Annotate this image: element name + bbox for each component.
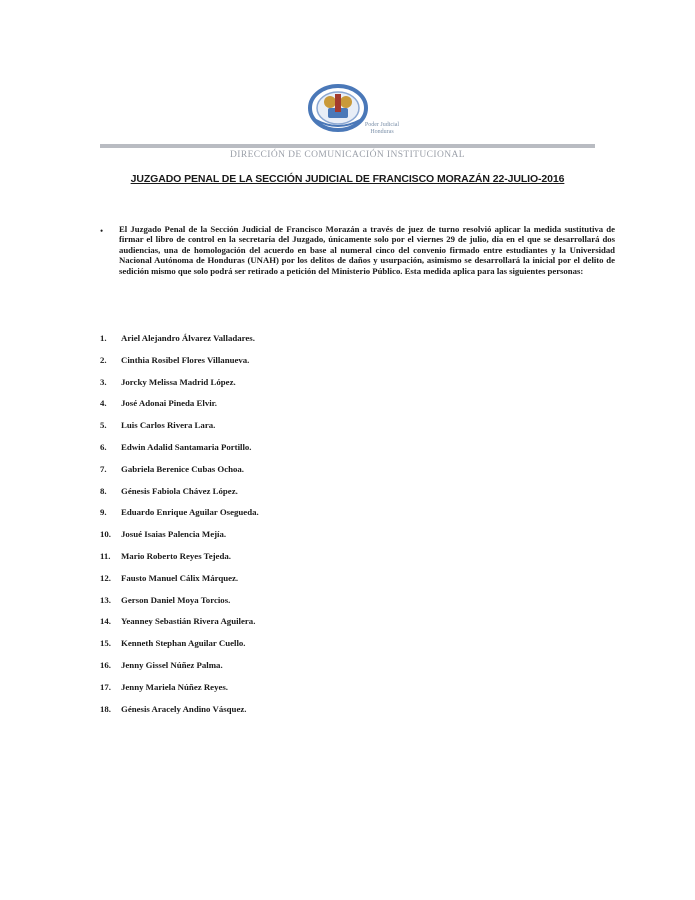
list-item-number: 13.	[100, 594, 111, 605]
list-item	[100, 398, 259, 420]
list-item-name: Edwin Adalid Santamaria Portillo.	[121, 441, 252, 452]
logo-line-1: Poder Judicial	[364, 122, 400, 128]
list-item	[100, 507, 259, 529]
list-item-number: 14.	[100, 616, 111, 627]
list-item-name: Fausto Manuel Cálix Márquez.	[121, 572, 239, 583]
bullet-icon: •	[100, 226, 104, 236]
list-item-name: Mario Roberto Reyes Tejeda.	[121, 550, 231, 561]
list-item-number: 3.	[100, 376, 107, 387]
list-item-name: Cinthia Rosibel Flores Villanueva.	[121, 354, 250, 365]
logo-line-2: Honduras	[370, 129, 394, 135]
list-item-number: 9.	[100, 507, 107, 518]
list-item	[100, 638, 259, 660]
list-item-name: Jenny Gissel Núñez Palma.	[121, 659, 223, 670]
list-item-name: Josué Isaias Palencia Mejía.	[121, 529, 227, 540]
intro-paragraph: El Juzgado Penal de la Sección Judicial de Francisco Morazán a través de juez de turno resolvió aplicar la medida sustitutiva de firmar el libro de control en la secretaría del Juzgado, únicamente solo por el viernes 29 de julio, día en el que se desarrollará dos audiencias, una de homologación del acuerdo en base al numeral cinco del convenio firmado entre estudiantes y la Universidad Nacional Autónoma de Honduras (UNAH) por los delitos de daños y usurpación, asimismo se desarrollará la inicial por el delito de sedición mismo que solo podrá ser retirado a petición del Ministerio Público. Esta medida aplica para las siguientes personas:	[119, 224, 615, 276]
list-item-number: 4.	[100, 398, 107, 409]
list-item-number: 6.	[100, 441, 107, 452]
logo-caption	[362, 122, 402, 136]
list-item-name: Ariel Alejandro Álvarez Valladares.	[121, 333, 255, 343]
list-item-name: Yeanney Sebastián Rivera Aguilera.	[121, 616, 256, 627]
list-item	[100, 616, 259, 638]
list-item-number: 15.	[100, 638, 111, 649]
list-item-name: Eduardo Enrique Aguilar Osegueda.	[121, 507, 259, 518]
list-item	[100, 486, 259, 508]
list-item-name: Jenny Mariela Núñez Reyes.	[121, 681, 229, 692]
people-list	[100, 333, 259, 725]
list-item	[100, 660, 259, 682]
department-title: DIRECCIÓN DE COMUNICACIÓN INSTITUCIONAL	[230, 150, 465, 160]
list-item-name: Luis Carlos Rivera Lara.	[121, 420, 216, 431]
list-item-number: 8.	[100, 485, 107, 496]
list-item	[100, 551, 259, 573]
list-item-name: Génesis Aracely Andino Vásquez.	[121, 703, 247, 714]
seal-icon	[306, 80, 370, 140]
list-item-number: 11.	[100, 550, 111, 561]
list-item	[100, 704, 259, 726]
list-item	[100, 420, 259, 442]
list-item-number: 7.	[100, 463, 107, 474]
list-item	[100, 333, 259, 355]
list-item-name: Gabriela Berenice Cubas Ochoa.	[121, 463, 244, 474]
list-item-number: 12.	[100, 572, 111, 583]
list-item	[100, 442, 259, 464]
list-item-number: 10.	[100, 529, 111, 540]
header-divider	[100, 144, 595, 148]
list-item-name: Gerson Daniel Moya Torcios.	[121, 594, 231, 605]
list-item-name: Kenneth Stephan Aguilar Cuello.	[121, 638, 246, 649]
list-item-name: Génesis Fabiola Chávez López.	[121, 485, 238, 496]
list-item	[100, 573, 259, 595]
list-item-number: 18.	[100, 703, 111, 714]
list-item-number: 17.	[100, 681, 111, 692]
document-title: JUZGADO PENAL DE LA SECCIÓN JUDICIAL DE FRANCISCO MORAZÁN 22-JULIO-2016	[130, 173, 565, 185]
list-item	[100, 355, 259, 377]
list-item-number: 16.	[100, 659, 111, 670]
poder-judicial-logo	[306, 80, 416, 140]
list-item	[100, 682, 259, 704]
list-item	[100, 529, 259, 551]
list-item	[100, 377, 259, 399]
list-item-name: José Adonai Pineda Elvir.	[121, 398, 217, 409]
list-item-number: 2.	[100, 354, 107, 365]
list-item	[100, 595, 259, 617]
list-item-number: 1.	[100, 333, 107, 343]
list-item-number: 5.	[100, 420, 107, 431]
list-item-name: Jorcky Melissa Madrid López.	[121, 376, 236, 387]
list-item	[100, 464, 259, 486]
